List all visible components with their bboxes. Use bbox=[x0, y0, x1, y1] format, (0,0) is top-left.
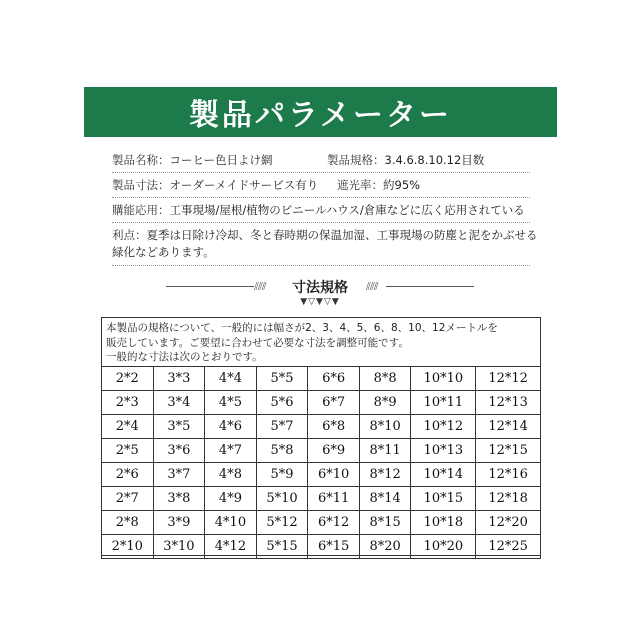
section-deco-left: ⫽⫽⫽ bbox=[254, 280, 266, 293]
table-row bbox=[102, 511, 541, 535]
size-cell: 6*10 bbox=[308, 463, 360, 487]
size-cell: 4*10 bbox=[205, 511, 257, 535]
size-cell: 3*10 bbox=[153, 535, 205, 559]
size-cell: 4*8 bbox=[205, 463, 257, 487]
table-row bbox=[102, 439, 541, 463]
intro-line-1: 本製品の規格について、一般的には幅さが2、3、4、5、6、8、10、12メートルを bbox=[106, 322, 498, 334]
size-cell: 12*14 bbox=[476, 415, 541, 439]
table-row bbox=[102, 415, 541, 439]
intro-line-3: 一般的な寸法は次のとおりです。 bbox=[106, 351, 263, 363]
intro-line-2: 販売しています。ご要望に合わせて必要な寸法を調整可能です。 bbox=[106, 336, 409, 349]
size-cell: 6*6 bbox=[308, 367, 360, 391]
size-cell: 10*11 bbox=[411, 391, 476, 415]
table-row bbox=[102, 487, 541, 511]
param-label-shade: 遮光率： bbox=[337, 178, 383, 192]
size-cell: 12*15 bbox=[476, 439, 541, 463]
size-cell: 3*9 bbox=[153, 511, 205, 535]
param-value-merit-1: 夏季は日除け冷却、冬と春時期の保温加湿、工事現場の防塵と泥をかぶせる bbox=[146, 228, 538, 242]
size-cell: 4*5 bbox=[205, 391, 257, 415]
table-row bbox=[102, 367, 541, 391]
param-row-usage bbox=[112, 202, 530, 223]
size-cell: 2*5 bbox=[102, 439, 154, 463]
size-cell: 2*8 bbox=[102, 511, 154, 535]
size-cell: 4*7 bbox=[205, 439, 257, 463]
size-cell: 3*5 bbox=[153, 415, 205, 439]
size-cell: 10*20 bbox=[411, 535, 476, 559]
size-cell: 10*14 bbox=[411, 463, 476, 487]
size-cell: 10*10 bbox=[411, 367, 476, 391]
param-row-merit bbox=[112, 227, 538, 266]
table-row bbox=[102, 391, 541, 415]
size-cell: 4*6 bbox=[205, 415, 257, 439]
param-value-merit-2: 緑化などあります。 bbox=[112, 245, 215, 259]
size-cell: 8*12 bbox=[359, 463, 411, 487]
section-arrows: ▼▽▼▽▼ bbox=[300, 297, 340, 307]
param-label-merit: 利点： bbox=[112, 228, 147, 242]
size-cell: 2*10 bbox=[102, 535, 154, 559]
size-intro bbox=[106, 321, 538, 365]
size-cell: 2*2 bbox=[102, 367, 154, 391]
size-cell: 10*18 bbox=[411, 511, 476, 535]
size-cell: 6*12 bbox=[308, 511, 360, 535]
size-cell: 12*16 bbox=[476, 463, 541, 487]
size-cell: 5*8 bbox=[256, 439, 308, 463]
size-cell: 4*12 bbox=[205, 535, 257, 559]
size-cell: 3*7 bbox=[153, 463, 205, 487]
size-cell: 2*7 bbox=[102, 487, 154, 511]
size-cell: 10*15 bbox=[411, 487, 476, 511]
size-cell: 3*6 bbox=[153, 439, 205, 463]
size-cell: 5*10 bbox=[256, 487, 308, 511]
size-cell: 5*9 bbox=[256, 463, 308, 487]
size-cell: 8*15 bbox=[359, 511, 411, 535]
size-cell: 4*9 bbox=[205, 487, 257, 511]
size-cell: 5*6 bbox=[256, 391, 308, 415]
size-cell: 5*12 bbox=[256, 511, 308, 535]
size-table bbox=[101, 366, 541, 559]
param-value-spec: 3.4.6.8.10.12目数 bbox=[384, 153, 485, 167]
param-label-name: 製品名称： bbox=[112, 153, 170, 167]
size-cell: 5*5 bbox=[256, 367, 308, 391]
size-cell: 5*15 bbox=[256, 535, 308, 559]
size-cell: 4*4 bbox=[205, 367, 257, 391]
section-title: 寸法規格 bbox=[292, 280, 348, 296]
size-cell: 6*8 bbox=[308, 415, 360, 439]
table-row bbox=[102, 463, 541, 487]
size-cell: 3*8 bbox=[153, 487, 205, 511]
size-cell: 12*12 bbox=[476, 367, 541, 391]
section-header bbox=[0, 277, 640, 297]
param-value-name: コーヒー色日よけ網 bbox=[169, 153, 273, 167]
size-cell: 12*13 bbox=[476, 391, 541, 415]
size-cell: 8*9 bbox=[359, 391, 411, 415]
size-cell: 8*14 bbox=[359, 487, 411, 511]
size-cell: 12*20 bbox=[476, 511, 541, 535]
size-cell: 2*6 bbox=[102, 463, 154, 487]
size-cell: 10*13 bbox=[411, 439, 476, 463]
table-row bbox=[102, 535, 541, 559]
size-cell: 2*4 bbox=[102, 415, 154, 439]
size-cell: 12*25 bbox=[476, 535, 541, 559]
size-cell: 6*11 bbox=[308, 487, 360, 511]
size-cell: 2*3 bbox=[102, 391, 154, 415]
size-cell: 5*7 bbox=[256, 415, 308, 439]
section-deco-right: ⫽⫽⫽ bbox=[366, 280, 378, 293]
param-row-size bbox=[112, 177, 530, 198]
size-cell: 8*20 bbox=[359, 535, 411, 559]
size-cell: 8*11 bbox=[359, 439, 411, 463]
size-cell: 6*7 bbox=[308, 391, 360, 415]
size-cell: 6*9 bbox=[308, 439, 360, 463]
size-cell: 3*4 bbox=[153, 391, 205, 415]
param-label-spec: 製品規格： bbox=[327, 153, 385, 167]
param-row-name bbox=[112, 152, 530, 173]
size-spec-box bbox=[101, 317, 541, 556]
param-value-size: オーダーメイドサービス有り bbox=[169, 178, 319, 192]
size-cell: 12*18 bbox=[476, 487, 541, 511]
param-label-usage: 購能応用： bbox=[112, 203, 170, 217]
size-cell: 10*12 bbox=[411, 415, 476, 439]
param-value-shade: 約95% bbox=[383, 178, 421, 192]
title-banner bbox=[84, 87, 557, 137]
banner-title: 製品パラメーター bbox=[188, 98, 453, 133]
size-cell: 8*8 bbox=[359, 367, 411, 391]
size-cell: 8*10 bbox=[359, 415, 411, 439]
param-label-size: 製品寸法： bbox=[112, 178, 170, 192]
size-cell: 3*3 bbox=[153, 367, 205, 391]
param-value-usage: 工事現場/屋根/植物のビニールハウス/倉庫などに広く応用されている bbox=[169, 203, 525, 217]
section-divider-right bbox=[386, 286, 474, 287]
size-cell: 6*15 bbox=[308, 535, 360, 559]
